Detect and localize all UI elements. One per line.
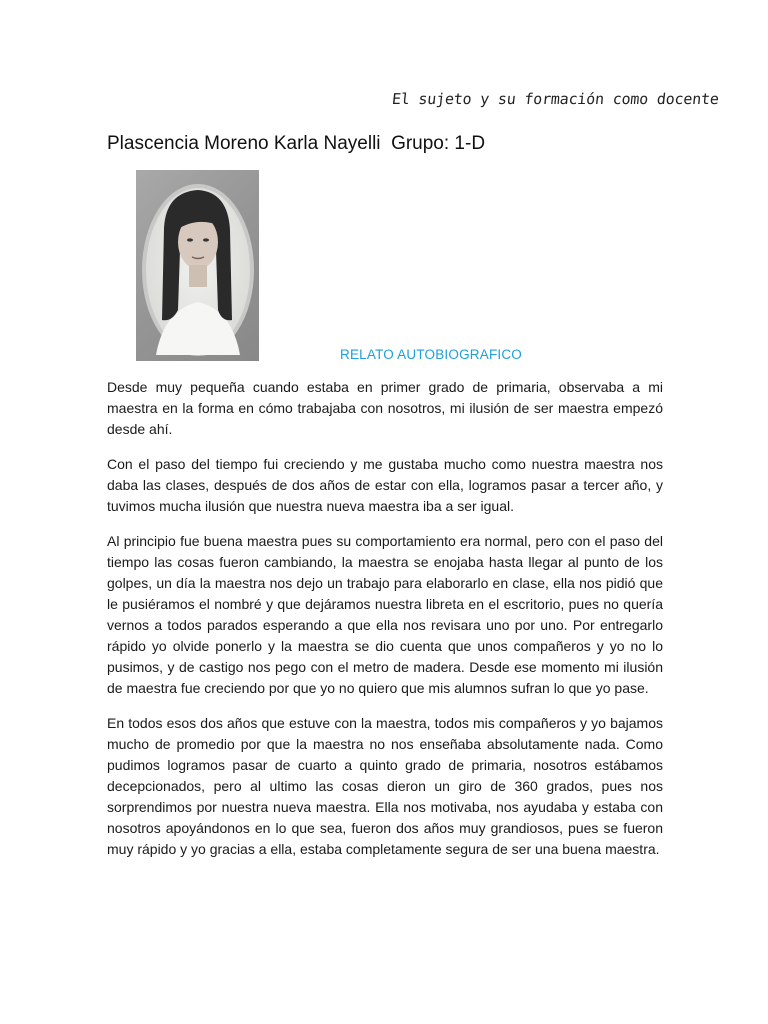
header-note: El sujeto y su formación como docente [391, 90, 720, 108]
paragraph: Al principio fue buena maestra pues su comportamiento era normal, pero con el paso del tiempo las cosas fueron cambiando, la maestra se enojaba hasta llegar al punto de los golpes, un día la maestra nos dejo un trabajo para elaborarlo en clase, ella nos pidió que le pusiéramos el nombré y que dejáramos nuestra libreta en el escritorio, pues no quería vernos a todos parados esperando a que ella nos revisara uno por uno. Por entregarlo rápido yo olvide ponerlo y la maestra se dio cuenta que unos compañeros y yo no lo pusimos, y de castigo nos pego con el metro de madera. Desde ese momento mi ilusión de maestra fue creciendo por que yo no quiero que mis alumnos sufran lo que yo pase. [107, 533, 663, 696]
portrait-illustration [136, 170, 259, 361]
student-name-line: Plascencia Moreno Karla Nayelli Grupo: 1-D [107, 133, 486, 154]
paragraph: Con el paso del tiempo fui creciendo y me gustaba mucho como nuestra maestra nos daba las clases, después de dos años de estar con ella, logramos pasar a tercer año, y tuvimos mucha ilusión que nuestra nueva maestra iba a ser igual. [107, 456, 663, 514]
paragraph: En todos esos dos años que estuve con la maestra, todos mis compañeros y yo bajamos mucho de promedio por que la maestra no nos enseñaba absolutamente nada. Como pudimos logramos pasar de cuarto a quinto grado de primaria, nosotros estábamos decepcionados, pero al ultimo las cosas dieron un giro de 360 grados, pues nos sorprendimos por nuestra nueva maestra. Ella nos motivaba, nos ayudaba y estaba con nosotros apoyándonos en lo que sea, fueron dos años muy grandiosos, pues se fueron muy rápido y yo gracias a ella, estaba completamente segura de ser una buena maestra. [107, 715, 663, 857]
section-heading: RELATO AUTOBIOGRAFICO [340, 347, 522, 362]
student-photo [136, 170, 259, 361]
paragraph: Desde muy pequeña cuando estaba en primer grado de primaria, observaba a mi maestra en la forma en cómo trabajaba con nosotros, mi ilusión de ser maestra empezó desde ahí. [107, 379, 663, 437]
body-text [107, 377, 663, 874]
